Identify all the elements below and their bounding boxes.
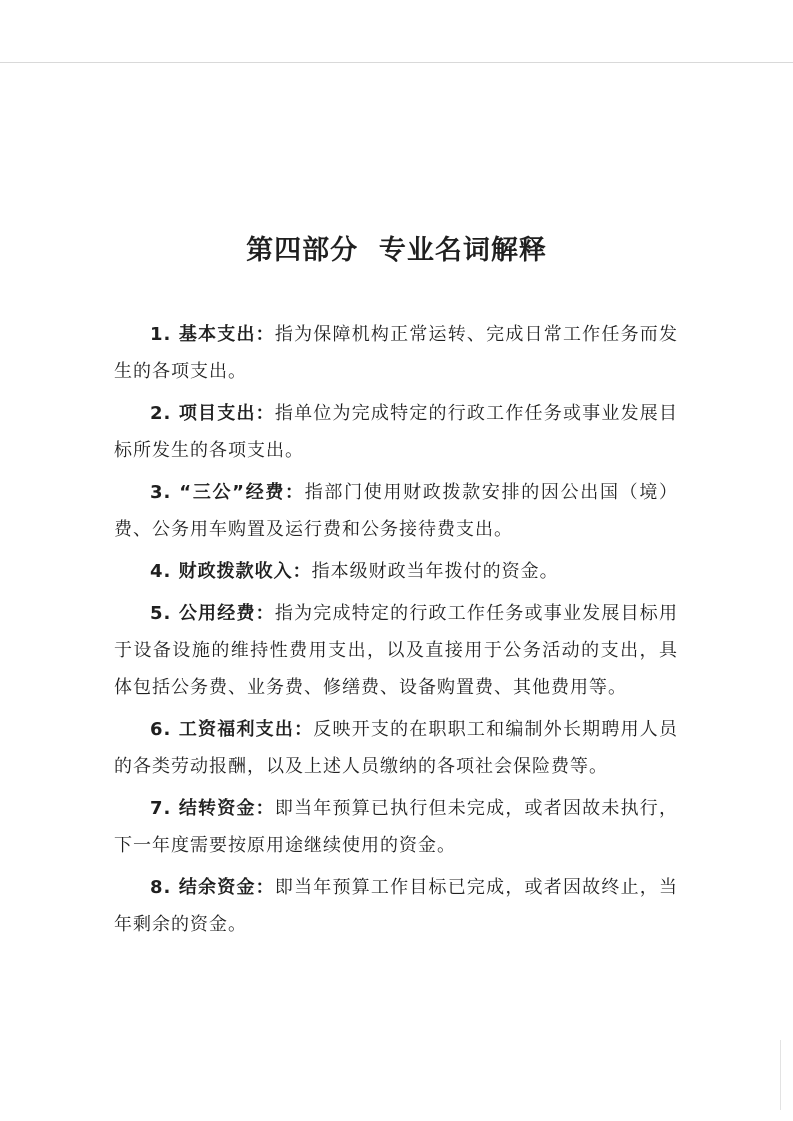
term-definition: 指单位为完成特定的行政工作任务或事业发展目标所发生的各项支出。 <box>114 403 678 461</box>
term-definition: 反映开支的在职职工和编制外长期聘用人员的各类劳动报酬，以及上述人员缴纳的各项社会保险费等。 <box>114 719 678 777</box>
term-label: 2. 项目支出： <box>150 403 275 424</box>
term-label: 7. 结转资金： <box>150 798 275 819</box>
term-label: 4. 财政拨款收入： <box>150 561 312 582</box>
term-definition: 即当年预算已执行但未完成，或者因故未执行，下一年度需要按原用途继续使用的资金。 <box>114 798 678 856</box>
term-label: 6. 工资福利支出： <box>150 719 314 740</box>
term-surplus-funds <box>114 869 678 943</box>
term-label: 5. 公用经费： <box>150 603 275 624</box>
term-label: 8. 结余资金： <box>150 877 275 898</box>
scan-edge-line <box>0 62 793 63</box>
term-project-expenditure <box>114 395 678 469</box>
term-wage-welfare-expenditure <box>114 711 678 785</box>
term-label: 1. 基本支出： <box>150 324 275 345</box>
page-title: 第四部分 专业名词解释 <box>246 235 547 266</box>
term-three-public-expenses <box>114 474 678 548</box>
term-definition: 指部门使用财政拨款安排的因公出国（境）费、公务用车购置及运行费和公务接待费支出。 <box>114 482 679 540</box>
term-definition: 即当年预算工作目标已完成，或者因故终止，当年剩余的资金。 <box>114 877 678 935</box>
term-fiscal-appropriation-income <box>114 553 678 590</box>
scan-edge-line <box>780 1040 781 1110</box>
term-list <box>114 316 678 948</box>
term-basic-expenditure <box>114 316 678 390</box>
term-definition: 指为保障机构正常运转、完成日常工作任务而发生的各项支出。 <box>114 324 678 382</box>
term-public-funds <box>114 595 678 706</box>
term-label: 3. “三公”经费： <box>150 482 305 503</box>
term-carryover-funds <box>114 790 678 864</box>
term-definition: 指为完成特定的行政工作任务或事业发展目标用于设备设施的维持性费用支出，以及直接用于公务活动的支出，具体包括公务费、业务费、修缮费、设备购置费、其他费用等。 <box>114 603 678 698</box>
term-definition: 指本级财政当年拨付的资金。 <box>311 561 559 582</box>
